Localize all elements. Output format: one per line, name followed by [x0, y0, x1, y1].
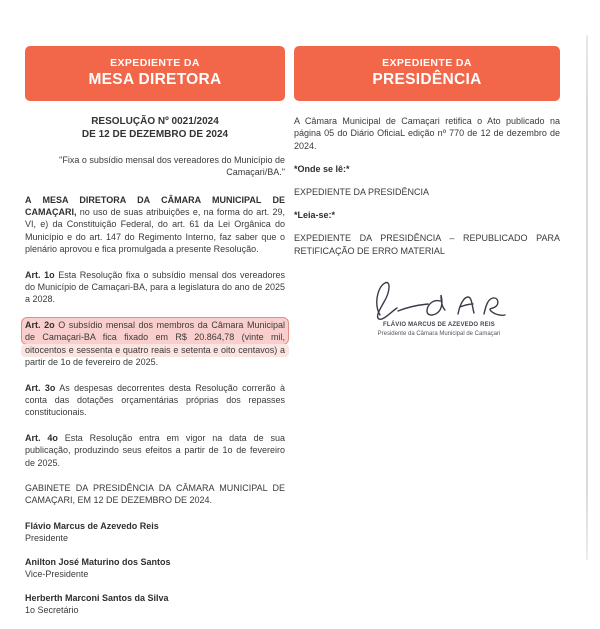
signatory-name: Herberth Marconi Santos da Silva — [25, 593, 169, 604]
onde-se-le-label: *Onde se lê:* — [294, 164, 350, 175]
handwritten-signature-icon — [364, 277, 514, 323]
article-4-label: Art. 4o — [25, 432, 58, 443]
banner-subtitle: EXPEDIENTE DA — [110, 57, 200, 69]
presidencia-banner — [294, 46, 560, 101]
article-3-text: As despesas decorrentes desta Resolução correrão à conta das dotações orçamentárias próprias dos repasses constitucionais. — [25, 382, 286, 418]
president-signature-block — [349, 277, 529, 338]
signature-printed-role: Presidente da Câmara Municipal de Camaçari — [377, 331, 501, 338]
article-2-highlighted — [25, 319, 285, 369]
signatory-name: Anilton José Maturino dos Santos — [25, 557, 171, 568]
resolution-date: DE 12 DE DEZEMBRO DE 2024 — [81, 128, 229, 140]
article-1-label: Art. 1o — [25, 269, 55, 280]
signatory-role: Vice-Presidente — [25, 569, 89, 580]
rectification-intro: A Câmara Municipal de Camaçari retifica o Ato publicado na página 05 do Diário OficiaL edição nº 770 de 12 de dezembro de 2024. — [294, 115, 560, 151]
signatory-president — [25, 520, 285, 544]
resolution-epigraph: "Fixa o subsídio mensal dos vereadores do Município de Camaçari/BA." — [59, 154, 285, 178]
article-3-label: Art. 3o — [25, 382, 56, 393]
page-edge — [586, 35, 588, 560]
signature-printed-name: FLÁVIO MARCUS DE AZEVEDO REIS — [383, 322, 495, 329]
article-2-label: Art. 2o — [25, 319, 55, 330]
preamble-text: no uso de suas atribuições e, na forma do art. 29, VI, e) da Constituição Federal, do art. 61 da Lei Orgânica do Município e do art. 147 do Regimento Interno, faz saber que o plenário aprovou e fica promulgada a presente Resolução. — [25, 207, 285, 255]
resolution-title — [25, 115, 285, 141]
onde-se-le-text: EXPEDIENTE DA PRESIDÊNCIA — [294, 187, 430, 198]
signatory-role: Presidente — [25, 532, 69, 543]
mesa-diretora-banner — [25, 46, 285, 101]
banner-title: PRESIDÊNCIA — [372, 71, 482, 89]
leia-se-text: EXPEDIENTE DA PRESIDÊNCIA – REPUBLICADO PARA RETIFICAÇÃO DE ERRO MATERIAL — [294, 233, 560, 256]
leia-se-label: *Leia-se:* — [294, 210, 336, 221]
presidencia-column — [294, 46, 560, 339]
signatory-vice-president — [25, 556, 285, 580]
article-4 — [25, 432, 285, 469]
banner-title: MESA DIRETORA — [88, 71, 222, 89]
preamble-paragraph — [25, 194, 285, 256]
banner-subtitle: EXPEDIENTE DA — [382, 57, 472, 69]
signatory-name: Flávio Marcus de Azevedo Reis — [25, 520, 159, 531]
resolution-number: RESOLUÇÃO Nº 0021/2024 — [91, 115, 219, 127]
mesa-diretora-column — [25, 46, 285, 629]
article-2-text: O subsídio mensal dos membros da Câmara Municipal de Camaçari-BA fica fixado em R$ 20.864,78 (vinte mil, oitocentos e sessenta e quatro reais e setenta e oito centavos) a partir de 1o de fevereiro de 2025. — [25, 319, 285, 368]
article-4-text: Esta Resolução entra em vigor na data de sua publicação, produzindo seus efeitos a partir de 1o de fevereiro de 2025. — [25, 432, 285, 468]
article-3 — [25, 382, 285, 419]
signatory-secretary — [25, 592, 285, 616]
article-1 — [25, 269, 285, 306]
article-2 — [25, 319, 285, 369]
article-1-text: Esta Resolução fixa o subsídio mensal dos vereadores do Município de Camaçari-BA, para a legislatura do ano de 2025 a 2028. — [25, 269, 285, 305]
preamble-lead: A MESA DIRETORA DA CÂMARA MUNICIPAL DE CAMAÇARI, — [25, 194, 285, 218]
signatory-role: 1o Secretário — [25, 605, 79, 616]
closing-statement: GABINETE DA PRESIDÊNCIA DA CÂMARA MUNICIPAL DE CAMAÇARI, EM 12 DE DEZEMBRO DE 2024. — [25, 482, 285, 506]
